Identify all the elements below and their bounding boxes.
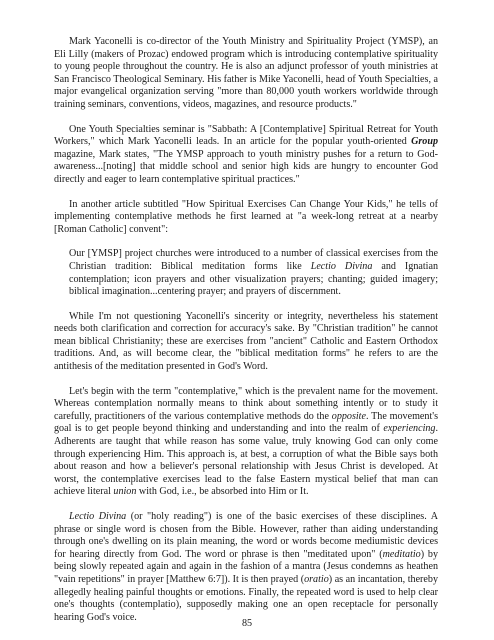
paragraph <box>54 124 438 187</box>
emphasis-text: oratio <box>304 573 329 585</box>
page-number: 85 <box>241 618 253 629</box>
paragraph <box>54 311 438 374</box>
text-run: One Youth Specialties seminar is "Sabbath: A [Contemplative] Spiritual Retreat for Youth Workers," which Mark Yaconelli leads. In an article for the popular youth-oriented <box>54 123 438 148</box>
emphasis-text: experiencing <box>383 423 436 435</box>
body-text <box>54 36 438 624</box>
emphasis-text: opposite <box>331 410 366 422</box>
emphasis-text: meditatio <box>382 548 421 560</box>
emphasis-text: union <box>113 486 137 498</box>
text-run: ) by being slowly repeated again and again in the fashion of a mantra (Jesus condemns as heathen "vain repetitions" in prayer [Matthew 6:7]). It is then prayed ( <box>54 548 438 585</box>
text-run: . Adherents are taught that while reason has some value, truly knowing God can only come through experiencing Him. This approach is, at best, a corruption of what the Bible says both about reason and how a believer's personal relationship with Jesus Christ is developed. At worst, the contemplative exercises lead to the false Eastern mystical belief that man can achieve literal <box>54 423 438 498</box>
paragraph <box>54 511 438 624</box>
paragraph <box>54 386 438 499</box>
text-run: Mark Yaconelli is co-director of the Youth Ministry and Spirituality Project (YMSP), an Eli Lilly (makers of Prozac) endowed program which is introducing contemplative spirituality to young people throughout the country. He is also an adjunct professor of youth ministries at San Francisco Theological Seminary. His father is Mike Yaconelli, head of Youth Specialties, a major evangelical organization serving "more than 80,000 youth workers worldwide through training seminars, conventions, videos, magazines, and resource products." <box>54 36 438 110</box>
text-run: magazine, Mark states, "The YMSP approach to youth ministry pushes for a return to God-awareness...[noting] that middle school and senior high kids are hungry to encounter God directly and eager to learn contemplative spiritual practices." <box>54 148 438 185</box>
text-run: Let's begin with the term "contemplative," which is the prevalent name for the movement. Whereas contemplation normally means to think about something intently or to study it carefully, practitioners of the various contemplative methods do the <box>54 385 438 422</box>
text-run: . The movement's goal is to get people beyond thinking and understanding and into the realm of <box>54 410 438 435</box>
text-run: and Ignatian contemplation; icon prayers and other visualization prayers; chanting; guided imagery; biblical imagination...centering prayer; and prayers of discernment. <box>69 260 438 298</box>
emphasis-text: Lectio Divina <box>310 260 373 272</box>
emphasis-text: Lectio Divina <box>69 511 127 522</box>
block-quote <box>54 248 438 298</box>
text-run: with God, i.e., be absorbed into Him or It. <box>136 486 309 498</box>
emphasis-text: Group <box>411 136 438 148</box>
text-run: Our [YMSP] project churches were introduced to a number of classical exercises from the Christian tradition: Biblical meditation forms like <box>69 248 438 272</box>
text-run: While I'm not questioning Yaconelli's sincerity or integrity, nevertheless his statement needs both clarification and correction for accuracy's sake. By "Christian tradition" he cannot mean biblical Christianity; these are exercises from "ancient" Catholic and Eastern Orthodox traditions. And, as will become clear, the "biblical meditation forms" he refers to are the antithesis of the meditation presented in God's Word. <box>54 310 438 373</box>
text-run: In another article subtitled "How Spiritual Exercises Can Change Your Kids," he tells of implementing contemplative methods he first learned at "a week-long retreat at a nearby [Roman Catholic] convent": <box>54 198 438 235</box>
paragraph <box>54 36 438 112</box>
text-run: (or "holy reading") is one of the basic exercises of these disciplines. A phrase or single word is chosen from the Bible. However, rather than aiding understanding through one's dwelling on its plain meaning, the word or words become mediumistic devices for hearing directly from God. The word or phrase is then "meditated upon" ( <box>54 511 438 560</box>
paragraph <box>54 199 438 237</box>
text-run: ) as an incantation, thereby allegedly healing painful thoughts or emotions. Finally, the repeated word is used to help clear one's thoughts (contemplatio), supposedly making one an open receptacle for personally hearing God's voice. <box>54 573 438 623</box>
